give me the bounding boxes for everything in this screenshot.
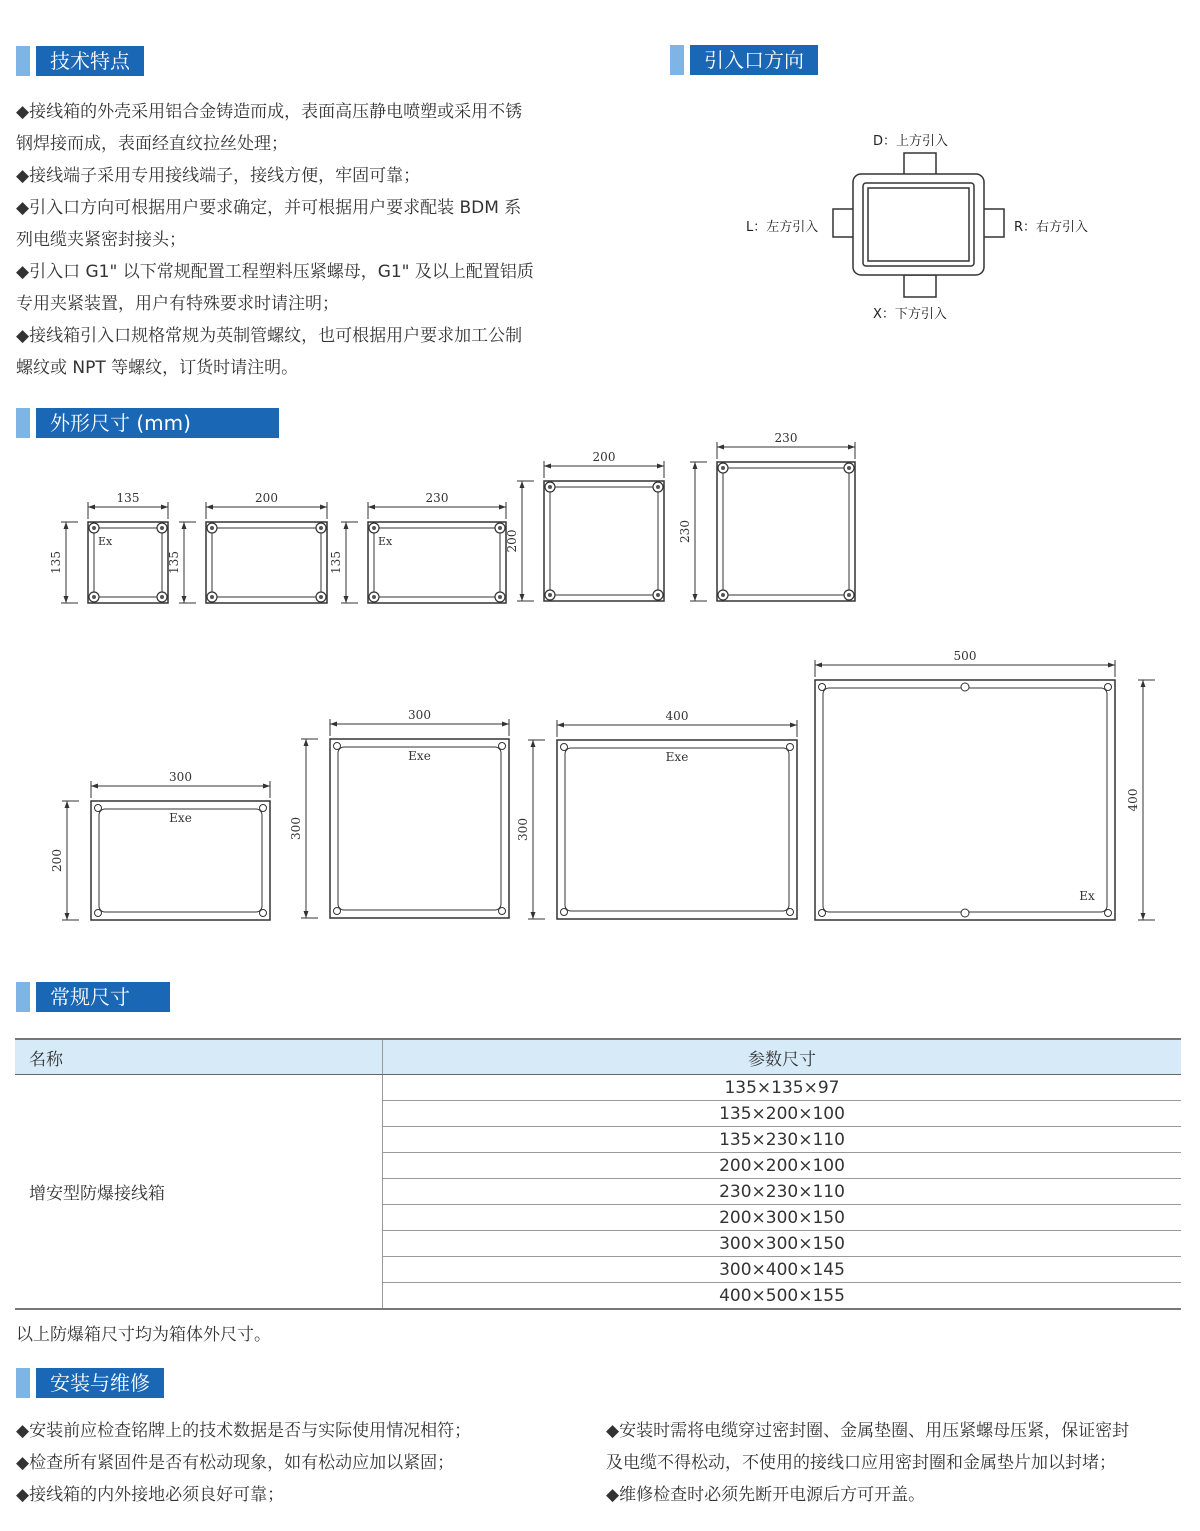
screw-center — [548, 593, 552, 597]
screw-center — [847, 593, 851, 597]
dim-label-width: 135 — [116, 491, 140, 505]
ex-mark: Exe — [665, 750, 689, 764]
screw-center — [548, 485, 552, 489]
screw — [95, 910, 102, 917]
dim-label-height: 300 — [289, 817, 303, 840]
size-cell: 230×230×110 — [383, 1179, 1182, 1205]
screw-center — [847, 466, 851, 470]
ex-mark: Ex — [378, 535, 393, 548]
size-cell: 135×230×110 — [383, 1127, 1182, 1153]
screw-center — [498, 526, 502, 530]
screw-center — [319, 595, 323, 599]
section-title: 安装与维修 — [36, 1368, 164, 1398]
install-line: ◆维修检查时必须先断开电源后方可开盖。 — [606, 1485, 926, 1505]
screw-center — [210, 526, 214, 530]
screw-center — [498, 595, 502, 599]
install-line: ◆接线箱的内外接地必须良好可靠； — [16, 1485, 285, 1505]
box-outer — [544, 481, 664, 601]
dim-label-height: 230 — [678, 520, 692, 543]
header-name: 名称 — [15, 1039, 383, 1075]
screw — [819, 684, 826, 691]
feature-line: ◆引入口 G1" 以下常规配置工程塑料压紧螺母，G1" 及以上配置铝质 — [16, 262, 534, 282]
install-line: ◆安装时需将电缆穿过密封圈、金属垫圈、用压紧螺母压紧，保证密封 — [606, 1421, 1130, 1441]
screw — [787, 909, 794, 916]
entry-label-top: D：上方引入 — [873, 134, 949, 149]
dim-label-height: 400 — [1126, 788, 1140, 812]
screw-center — [721, 466, 725, 470]
section-header-install — [16, 1368, 164, 1398]
feature-line: ◆接线端子采用专用接线端子，接线方便，牢固可靠； — [16, 166, 421, 186]
screw — [961, 683, 969, 691]
box-outer — [557, 740, 797, 919]
screw — [1105, 684, 1112, 691]
box-outer — [206, 522, 327, 603]
ex-mark: Ex — [98, 535, 113, 548]
size-cell: 300×400×145 — [383, 1257, 1182, 1283]
screw — [961, 909, 969, 917]
feature-line: 列电缆夹紧密封接头； — [16, 230, 186, 250]
ex-mark: Ex — [1079, 889, 1095, 903]
screw — [95, 805, 102, 812]
size-cell: 400×500×155 — [383, 1283, 1182, 1310]
product-name: 增安型防爆接线箱 — [15, 1075, 383, 1310]
feature-line: ◆引入口方向可根据用户要求确定，并可根据用户要求配装 BDM 系 — [16, 198, 522, 218]
size-cell: 135×200×100 — [383, 1101, 1182, 1127]
dim-label-width: 400 — [665, 709, 689, 723]
screw-center — [656, 593, 660, 597]
entry-label-right: R：右方引入 — [1014, 220, 1089, 235]
screw — [334, 908, 341, 915]
dim-label-width: 500 — [953, 649, 977, 663]
screw — [499, 908, 506, 915]
entry-label-left: L：左方引入 — [746, 220, 819, 235]
screw-center — [210, 595, 214, 599]
section-title: 外形尺寸 (mm) — [36, 408, 279, 438]
screw — [334, 743, 341, 750]
dim-label-width: 200 — [255, 491, 278, 505]
screw-center — [372, 595, 376, 599]
screw-center — [160, 526, 164, 530]
standard-sizes-table — [15, 1038, 1181, 1310]
screw — [499, 743, 506, 750]
screw — [260, 910, 267, 917]
dim-label-width: 300 — [169, 770, 192, 784]
feature-line: ◆接线箱的外壳采用铝合金铸造而成，表面高压静电喷塑或采用不锈 — [16, 102, 523, 122]
screw — [561, 744, 568, 751]
dim-label-width: 230 — [774, 431, 798, 445]
header-accent — [16, 1368, 30, 1398]
feature-line: ◆接线箱引入口规格常规为英制管螺纹，也可根据用户要求加工公制 — [16, 326, 523, 346]
install-line: ◆检查所有紧固件是否有松动现象，如有松动应加以紧固； — [16, 1453, 455, 1473]
screw-center — [92, 526, 96, 530]
screw-center — [372, 526, 376, 530]
dim-label-width: 230 — [425, 491, 449, 505]
dim-label-height: 135 — [329, 551, 343, 574]
size-cell: 200×300×150 — [383, 1205, 1182, 1231]
screw — [787, 744, 794, 751]
header-size: 参数尺寸 — [383, 1039, 1182, 1075]
dim-label-height: 135 — [49, 551, 63, 574]
ex-mark: Exe — [408, 749, 431, 763]
size-cell: 300×300×150 — [383, 1231, 1182, 1257]
box-outer — [815, 680, 1115, 920]
table-header-row — [15, 1039, 1181, 1075]
dim-label-height: 200 — [505, 529, 519, 553]
feature-line: 钢焊接而成，表面经直纹拉丝处理； — [16, 134, 288, 154]
install-right-text — [606, 1415, 1129, 1511]
size-cell: 200×200×100 — [383, 1153, 1182, 1179]
feature-line: 专用夹紧装置，用户有特殊要求时请注明； — [16, 294, 339, 314]
screw-center — [319, 526, 323, 530]
box-outer — [330, 739, 509, 918]
dim-label-width: 200 — [592, 450, 616, 464]
section-header-standard — [16, 982, 170, 1012]
screw-center — [92, 595, 96, 599]
install-line: 及电缆不得松动，不使用的接线口应用密封圈和金属垫片加以封堵； — [606, 1453, 1116, 1473]
size-note: 以上防爆箱尺寸均为箱体外尺寸。 — [16, 1325, 271, 1345]
box-outer — [717, 462, 855, 601]
section-title: 技术特点 — [36, 46, 144, 76]
screw — [260, 805, 267, 812]
screw-center — [160, 595, 164, 599]
header-accent — [16, 982, 30, 1012]
feature-line: 螺纹或 NPT 等螺纹，订货时请注明。 — [16, 358, 299, 378]
dim-label-height: 135 — [167, 551, 181, 574]
section-title: 引入口方向 — [690, 45, 818, 75]
section-title: 常规尺寸 — [36, 982, 170, 1012]
dim-label-height: 200 — [50, 849, 64, 872]
install-line: ◆安装前应检查铭牌上的技术数据是否与实际使用情况相符； — [16, 1421, 472, 1441]
screw — [561, 909, 568, 916]
ex-mark: Exe — [169, 811, 192, 825]
dim-label-width: 300 — [408, 708, 431, 722]
screw — [819, 910, 826, 917]
install-left-text — [16, 1415, 471, 1511]
entry-label-bottom: X：下方引入 — [873, 307, 947, 322]
table-row — [15, 1075, 1181, 1101]
screw-center — [721, 593, 725, 597]
size-cell: 135×135×97 — [383, 1075, 1182, 1101]
screw-center — [656, 485, 660, 489]
screw — [1105, 910, 1112, 917]
dim-label-height: 300 — [516, 818, 530, 841]
